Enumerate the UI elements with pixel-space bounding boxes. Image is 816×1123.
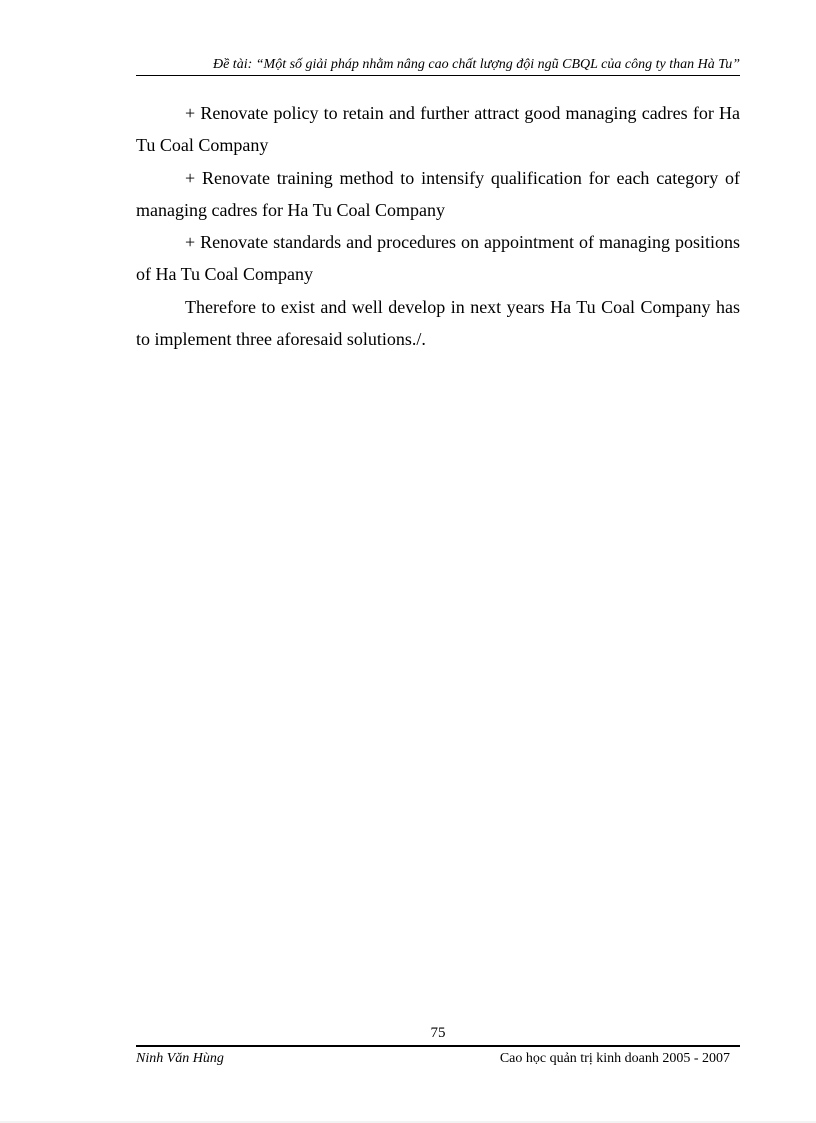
footer-author: Ninh Văn Hùng (136, 1051, 224, 1066)
running-header: Đề tài: “Một số giải pháp nhằm nâng cao chất lượng đội ngũ CBQL của công ty than Hà Tu” (212, 57, 740, 72)
body-paragraph-4: Therefore to exist and well develop in next years Ha Tu Coal Company has to implement three aforesaid solutions./. (136, 296, 740, 350)
header-rule (136, 75, 740, 76)
footer-program: Cao học quản trị kinh doanh 2005 - 2007 (499, 1051, 730, 1066)
body-paragraph-1: + Renovate policy to retain and further attract good managing cadres for Ha Tu Coal Company (136, 103, 740, 156)
page-number: 75 (430, 1025, 446, 1041)
body-paragraph-3: + Renovate standards and procedures on appointment of managing positions of Ha Tu Coal Company (136, 232, 740, 285)
body-paragraph-2: + Renovate training method to intensify qualification for each category of managing cadres for Ha Tu Coal Company (136, 167, 740, 220)
footer-rule (136, 1045, 740, 1047)
document-body (136, 97, 740, 355)
